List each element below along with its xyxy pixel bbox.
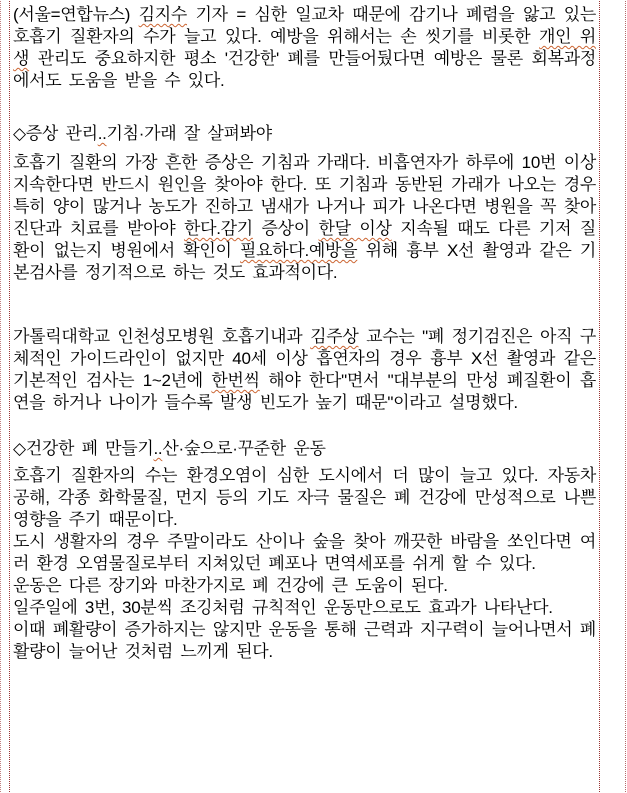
exercise-benefit-paragraph bbox=[13, 575, 596, 597]
text-run: 운동은 다른 장기와 마찬가지로 폐 건강에 큰 도움이 된다. bbox=[13, 576, 448, 595]
expert-quote-paragraph bbox=[13, 326, 596, 414]
lead-paragraph bbox=[13, 4, 596, 92]
text-run: 관리도 중요하지한 평소 '건강한' 폐를 만들어뒀다면 예방은 물론 회복과정에서도 도움을 받을 수 있다. bbox=[13, 49, 596, 90]
spellcheck-underlined-word: .. bbox=[97, 124, 107, 143]
text-run: 도시 생활자의 경우 주말이라도 산이나 숲을 찾아 깨끗한 바람을 쏘인다면 여러 환경 오염물질로부터 지쳐있던 폐포나 면역세포를 쉬게 할 수 있다. bbox=[13, 532, 596, 573]
spellcheck-underlined-word: 한번씩 bbox=[211, 371, 260, 390]
text-run: 산·숲으로·꾸준한 운동 bbox=[162, 439, 326, 458]
section-heading-healthy-lungs bbox=[13, 438, 596, 460]
spellcheck-underlined-word: .. bbox=[153, 439, 163, 458]
text-run: 호흡기 질환의 가장 흔한 증상은 기침과 가래다. 비흡연자가 하루에 10번 이상 지속한다면 반드시 원인을 찾아야 한다. 또 기침과 동반된 가래가 나오는 경우 특히 양이 많거나 농도가 진하고 냄새가 나거나 피가 나온다면 병원을 꼭 찾아 진단과 치료를 받아야 bbox=[13, 153, 596, 238]
text-run: 지속될 때도 다른 기저 질환이 없는지 병원에서 확인이 bbox=[13, 219, 597, 260]
text-run: 해야 한다"면서 "대부분의 만성 폐질환이 흡연을 하거나 나이가 들수록 발생 빈도가 높기 때문"이라고 설명했다. bbox=[13, 371, 596, 412]
spellcheck-underlined-word: 김지수 bbox=[138, 5, 188, 24]
symptom-paragraph bbox=[13, 152, 596, 284]
text-run: 가톨릭대학교 인천성모병원 호흡기내과 bbox=[13, 327, 311, 346]
environment-paragraph bbox=[13, 465, 596, 531]
text-run: 기침·가래 잘 살펴봐야 bbox=[106, 124, 272, 143]
outer-dotted-border-left bbox=[0, 0, 1, 793]
text-run: 기자 = 심한 일교차 때문에 감기나 폐렴을 앓고 있는 호흡기 질환자의 수가 늘고 있다. 예방을 위해서는 손 씻기를 비롯한 bbox=[13, 5, 596, 46]
article-text-area[interactable] bbox=[9, 0, 600, 793]
text-run: 증상이 bbox=[252, 219, 319, 238]
spellcheck-underlined-word: 한다.감기 bbox=[183, 219, 253, 238]
section-heading-symptom-care bbox=[13, 123, 596, 145]
forest-paragraph bbox=[13, 531, 596, 575]
spellcheck-underlined-word: 한달 이상 bbox=[318, 219, 392, 238]
text-run: 교수는 "폐 정기검진은 아직 구체적인 가이드라인이 없지만 40세 이상 흡연자의 경우 흉부 X선 촬영과 같은 기본적인 검사는 1~2년에 bbox=[13, 327, 596, 390]
lung-capacity-paragraph bbox=[13, 619, 596, 663]
text-run: 이때 폐활량이 증가하지는 않지만 운동을 통해 근력과 지구력이 늘어나면서 폐활량이 늘어난 것처럼 느끼게 된다. bbox=[13, 620, 596, 661]
text-run: 위해 흉부 X선 촬영과 같은 기본검사를 정기적으로 하는 것도 효과적이다. bbox=[13, 241, 596, 282]
outer-dotted-border-right bbox=[625, 0, 626, 793]
spellcheck-underlined-word: 김주상 bbox=[310, 327, 359, 346]
text-run: ◇건강한 폐 만들기 bbox=[13, 439, 154, 458]
spellcheck-underlined-word: 개인 위생 bbox=[13, 27, 596, 68]
spellcheck-underlined-word: 필요하다.예방을 bbox=[240, 241, 358, 260]
jogging-paragraph bbox=[13, 597, 596, 619]
text-run: 호흡기 질환자의 수는 환경오염이 심한 도시에서 더 많이 늘고 있다. 자동차 공해, 각종 화학물질, 먼지 등의 기도 자극 물질은 폐 건강에 만성적으로 나쁜 영향을 주기 때문이다. bbox=[13, 466, 596, 529]
text-run: ◇증상 관리 bbox=[13, 124, 98, 143]
text-run: 일주일에 3번, 30분씩 조깅처럼 규칙적인 운동만으로도 효과가 나타난다. bbox=[13, 598, 553, 617]
text-run: (서울=연합뉴스) bbox=[13, 5, 139, 24]
